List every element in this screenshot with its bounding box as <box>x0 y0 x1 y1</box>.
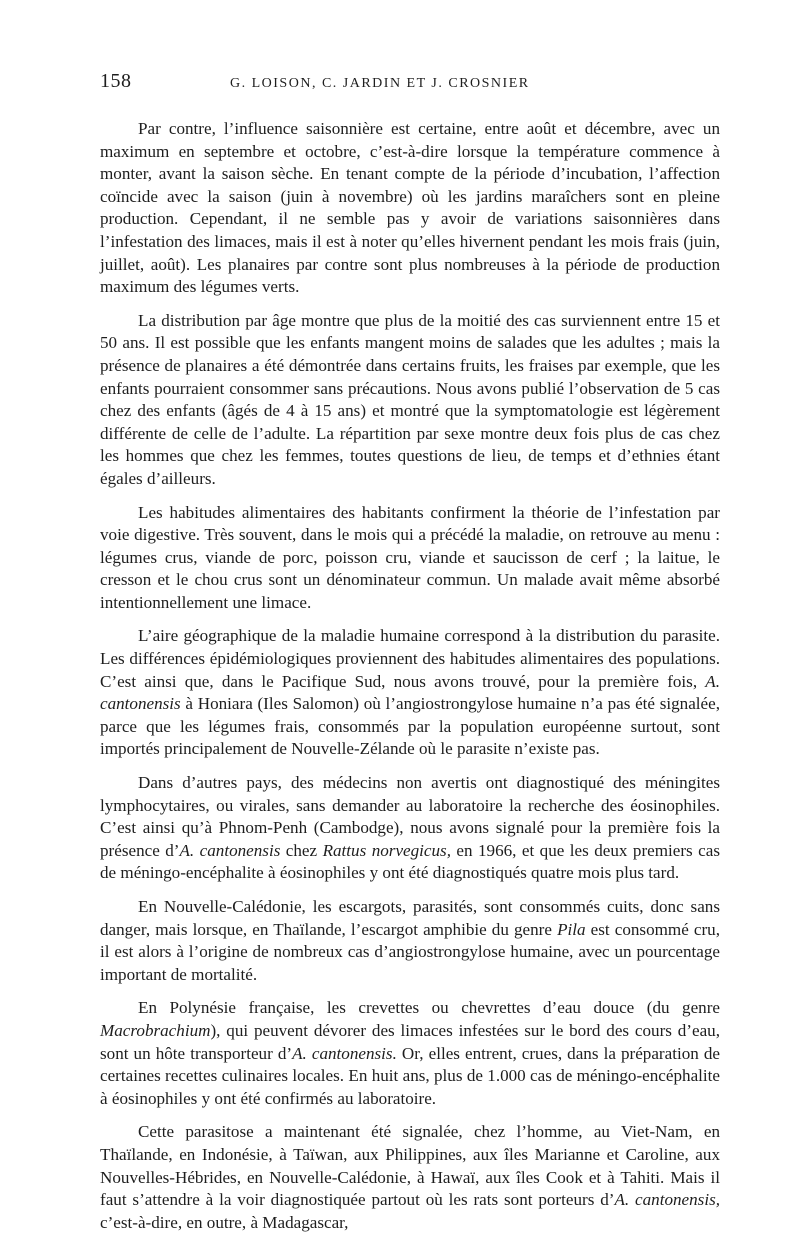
paragraph <box>100 997 720 1110</box>
text-run: en 1966, et que les deux premiers cas de méningo-encéphalite à éosinophiles y ont été diagnostiqués quatre mois plus tard. <box>100 840 720 883</box>
text-run: En Polynésie française, les crevettes ou chevrettes d’eau douce (du genre <box>138 998 720 1018</box>
text-run: Or, elles entrent, crues, dans la préparation de certaines recettes culinaires locales. En huit ans, plus de 1.000 cas de méningo-encéphalite à éosinophiles y ont été confirmés au laboratoire. <box>100 1043 720 1108</box>
paragraph <box>100 310 720 491</box>
page-number: 158 <box>100 70 132 92</box>
running-head <box>100 70 720 100</box>
document-page <box>100 70 720 1245</box>
text-run: ), qui peuvent dévorer des limaces infestées sur le bord des cours d’eau, sont un hôte transporteur d’ <box>100 1020 720 1063</box>
text-run: Par contre, l’influence saisonnière est certaine, entre août et décembre, avec un maximum en septembre et octobre, c’est-à-dire lorsque la température commence à monter, avant la saison sèche. En tenant compte de la période d’incubation, l’affection coïncide avec la saison (juin à novembre) où les jardins maraîchers sont en pleine production. Cependant, il ne semble pas y avoir de variations saisonnières dans l’infestation des limaces, mais il est à noter qu’elles hivernent pendant les mois frais (juin, juillet, août). Les planaires par contre sont plus nombreuses à la période de production maximum des légumes verts. <box>100 119 720 297</box>
italic-text: A. cantonensis, <box>614 1190 720 1210</box>
text-run: est consommé cru, il est alors à l’origine de nombreux cas d’angiostrongylose humaine, avec un pourcentage important de mortalité. <box>100 919 721 984</box>
paragraph <box>100 1121 720 1234</box>
italic-text: Pila <box>557 919 586 939</box>
body-text <box>100 118 720 1234</box>
italic-text: A. cantonensis <box>100 671 720 714</box>
paragraph <box>100 502 720 615</box>
text-run: En Nouvelle-Calédonie, les escargots, parasités, sont consommés cuits, donc sans danger, mais lorsque, en Thaïlande, l’escargot amphibie du genre <box>100 897 720 939</box>
text-run: chez <box>280 840 323 860</box>
running-head-authors: G. LOISON, C. JARDIN ET J. CROSNIER <box>230 76 530 91</box>
text-run: à Honiara (Iles Salomon) où l’angiostrongylose humaine n’a pas été signalée, parce que les légumes frais, consommés par la population européenne surtout, sont importés principalement de Nouvelle-Zélande où le parasite n’existe pas. <box>100 694 720 759</box>
paragraph <box>100 625 720 761</box>
text-run: Les habitudes alimentaires des habitants confirment la théorie de l’infestation par voie digestive. Très souvent, dans le mois qui a précédé la maladie, on retrouve au menu : légumes crus, viande de porc, poisson cru, viande et saucisson de cerf ; la laitue, le cresson et le chou crus sont un dénominateur commun. Un malade avait même absorbé intentionnellement une limace. <box>100 502 720 612</box>
italic-text: A. cantonensis. <box>292 1043 397 1063</box>
text-run: L’aire géographique de la maladie humaine correspond à la distribution du parasite. Les différences épidémiologiques proviennent des habitudes alimentaires des populations. C’est ainsi que, dans le Pacifique Sud, nous avons trouvé, pour la première fois, <box>100 626 720 691</box>
italic-text: Macrobrachium <box>100 1020 211 1040</box>
text-run: Cette parasitose a maintenant été signalée, chez l’homme, au Viet-Nam, en Thaïlande, en Indonésie, à Taïwan, aux Philippines, aux îles Marianne et Caroline, aux Nouvelles-Hébrides, en Nouvelle-Calédonie, à Hawaï, aux îles Cook et à Tahiti. Mais il faut s’attendre à la voir diagnostiquée partout où les rats sont porteurs d’ <box>100 1122 720 1210</box>
italic-text: A. cantonensis <box>179 840 281 860</box>
text-run: c’est-à-dire, en outre, à Madagascar, <box>100 1212 349 1232</box>
paragraph <box>100 118 720 299</box>
paragraph <box>100 772 720 885</box>
text-run: La distribution par âge montre que plus de la moitié des cas surviennent entre 15 et 50 ans. Il est possible que les enfants mangent moins de salades que les adultes ; mais la présence de planaires a été démontrée dans certains fruits, les fraises par exemple, que les enfants pourraient consommer sans précautions. Nous avons publié l’observation de 5 cas chez des enfants (âgés de 4 à 15 ans) et montré que la symptomatologie est légèrement différente de celle de l’adulte. La répartition par sexe montre deux fois plus de cas chez les hommes que chez les femmes, toutes questions de lieu, de temps et d’ethnies étant égales d’ailleurs. <box>100 310 720 488</box>
italic-text: Rattus norvegicus, <box>322 840 451 860</box>
text-run: Dans d’autres pays, des médecins non avertis ont diagnostiqué des méningites lymphocytaires, ou virales, sans demander au laboratoire la recherche des éosinophiles. C’est ainsi qu’à Phnom-Penh (Cambodge), nous avons signalé pour la première fois la présence d’ <box>100 773 720 860</box>
paragraph <box>100 896 720 986</box>
